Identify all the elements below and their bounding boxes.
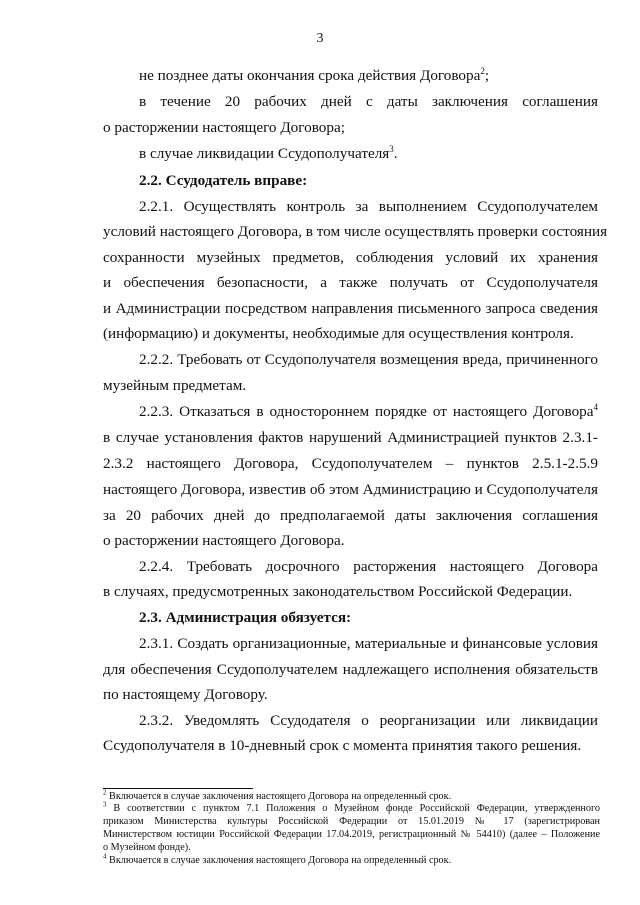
footnote-4: $^4$ Включается в случае заключения настоящего Договора на определенный срок. [103,852,452,866]
text-line: 2.2.2. Требовать от Ссудополучателя возмещения вреда, причиненного [139,351,598,368]
text-line: для обеспечения Ссудополучателем надлежащего исполнения обязательств [103,661,598,678]
footnote-2: $^2$ Включается в случае заключения настоящего Договора на определенный срок. [103,788,452,802]
footnote-3-line: о Музейном фонде). [103,842,191,853]
text-line: о расторжении настоящего Договора. [103,532,345,549]
text-line: в случае ликвидации Ссудополучателя$^3$. [139,143,398,162]
text-line: 2.3.2 настоящего Договора, Ссудополучателем – пунктов 2.5.1-2.5.9 [103,455,598,472]
text-line: 2.2.3. Отказаться в одностороннем порядке от настоящего Договора$^4$ [139,401,598,420]
text-line: (информацию) и документы, необходимые для осуществления контроля. [103,325,574,342]
text-line: сохранности музейных предметов, соблюдения условий их хранения [103,249,598,266]
page-number: 3 [316,31,324,46]
footnote-ref[interactable]: 4 [593,401,598,412]
section-heading-2-2: 2.2. Ссудодатель вправе: [139,172,308,189]
text-line: и обеспечения безопасности, а также получать от Ссудополучателя [103,274,598,291]
text-line: 2.3.1. Создать организационные, материальные и финансовые условия [139,635,598,652]
footnote-separator [103,788,253,789]
footnote-3-line: $^3$ В соответствии с пунктом 7.1 Положения о Музейном фонде Российской Федерации, утвержденного [103,800,600,814]
footnote-ref[interactable]: 3 [389,143,394,154]
text-line: условий настоящего Договора, в том числе осуществлять проверки состояния [103,223,608,240]
text-line: в случаях, предусмотренных законодательством Российской Федерации. [103,583,573,600]
text-line: в случае установления фактов нарушений Администрацией пунктов 2.3.1- [103,429,598,446]
text-line: 2.3.2. Уведомлять Ссудодателя о реорганизации или ликвидации [139,712,598,729]
text-line: 2.2.1. Осуществлять контроль за выполнением Ссудополучателем [139,198,598,215]
footnote-3-line: приказом Министерства культуры Российской Федерации от 15.01.2019 № 17 (зарегистрирован [103,816,600,827]
text-line: настоящего Договора, известив об этом Администрацию и Ссудополучателя [103,481,598,498]
text-line: Ссудополучателя в 10-дневный срок с момента принятия такого решения. [103,737,582,754]
text-line: не позднее даты окончания срока действия Договора$^2$; [139,65,490,84]
footnote-ref[interactable]: 2 [480,65,485,76]
text-line: 2.2.4. Требовать досрочного расторжения настоящего Договора [139,558,598,575]
footnote-3-line: Министерством юстиции Российской Федерации 17.04.2019, регистрационный № 54410) (далее – Положение [103,829,600,840]
text-line: по настоящему Договору. [103,686,268,703]
text-line: за 20 рабочих дней до предполагаемой даты заключения соглашения [103,507,598,524]
text-line: в течение 20 рабочих дней с даты заключения соглашения [139,93,598,110]
text-line: о расторжении настоящего Договора; [103,119,345,136]
text-line: и Администрации посредством направления письменного запроса сведения [103,300,598,317]
section-heading-2-3: 2.3. Администрация обязуется: [139,609,352,626]
text-line: музейным предметам. [103,377,247,394]
